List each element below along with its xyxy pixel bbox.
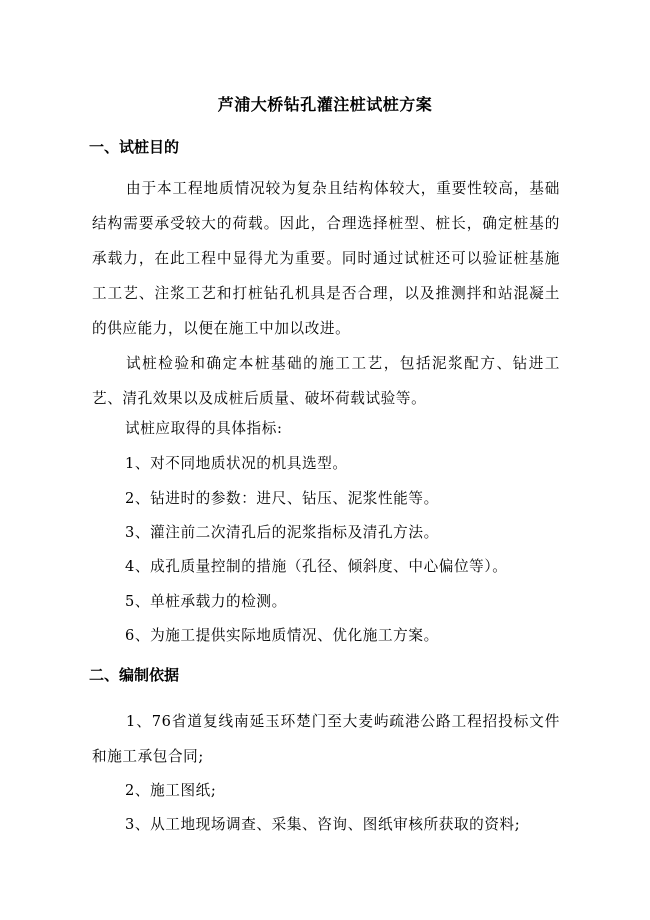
document-title: 芦浦大桥钻孔灌注桩试桩方案 — [217, 95, 433, 114]
indicator-item-1: 1、对不同地质状况的机具选型。 — [125, 455, 348, 472]
indicator-item-5: 5、单桩承载力的检测。 — [125, 593, 287, 610]
basis-item-2: 2、施工图纸; — [125, 782, 217, 799]
section-heading-basis: 二、编制依据 — [89, 666, 180, 684]
indicator-item-4: 4、成孔质量控制的措施（孔径、倾斜度、中心偏位等）。 — [125, 558, 508, 575]
indicator-item-6: 6、为施工提供实际地质情况、优化施工方案。 — [125, 627, 439, 644]
indicators-intro: 试桩应取得的具体指标: — [125, 420, 283, 437]
basis-item-3: 3、从工地现场调查、采集、咨询、图纸审核所获取的资料; — [125, 816, 521, 833]
basis-item-1: 1、76省道复线南延玉环楚门至大麦屿疏港公路工程招投标文件和施工承包合同; — [92, 713, 560, 765]
paragraph-purpose-2: 试桩检验和确定本桩基础的施工工艺，包括泥浆配方、钻进工艺、清孔效果以及成桩后质量、破坏荷载试验等。 — [92, 355, 560, 407]
indicator-item-2: 2、钻进时的参数：进尺、钻压、泥浆性能等。 — [125, 490, 439, 507]
section-heading-purpose: 一、试桩目的 — [89, 138, 180, 156]
paragraph-purpose-1: 由于本工程地质情况较为复杂且结构体较大，重要性较高，基础结构需要承受较大的荷载。因此，合理选择桩型、桩长，确定桩基的承载力，在此工程中显得尤为重要。同时通过试桩还可以验证桩基施工工艺、注浆工艺和打桩钻孔机具是否合理，以及推测拌和站混凝土的供应能力，以便在施工中加以改进。 — [92, 180, 560, 337]
indicator-item-3: 3、灌注前二次清孔后的泥浆指标及清孔方法。 — [125, 524, 439, 541]
